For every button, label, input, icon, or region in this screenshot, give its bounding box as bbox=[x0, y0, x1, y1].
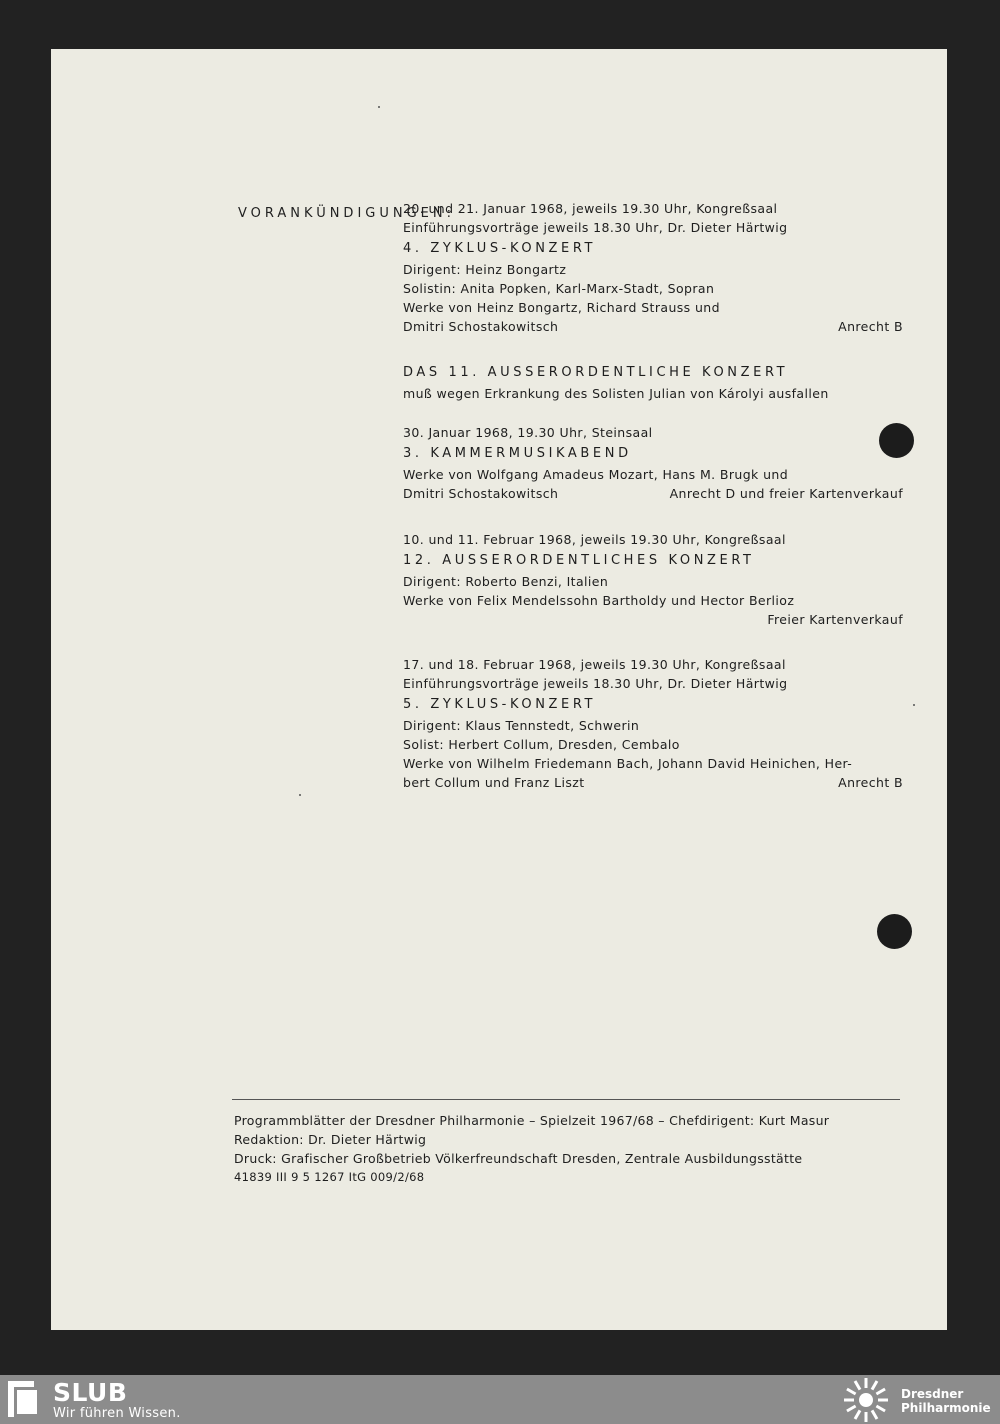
philharmonie-name-line2: Philharmonie bbox=[901, 1401, 991, 1415]
ticket-info: Anrecht B bbox=[838, 775, 903, 790]
imprint-number: 41839 III 9 5 1267 ItG 009/2/68 bbox=[234, 1170, 425, 1184]
concert-works: Werke von Heinz Bongartz, Richard Strauss und bbox=[403, 300, 720, 315]
concert-soloist: Solistin: Anita Popken, Karl-Marx-Stadt, Sopran bbox=[403, 281, 715, 296]
concert-conductor: Dirigent: Heinz Bongartz bbox=[403, 262, 567, 277]
paper-speck bbox=[913, 704, 915, 706]
concert-works: Werke von Wilhelm Friedemann Bach, Johann David Heinichen, Her- bbox=[403, 756, 853, 771]
concert-title: 5. ZYKLUS-KONZERT bbox=[403, 697, 597, 712]
imprint-footer bbox=[234, 1111, 900, 1187]
announcement-zyklus-5 bbox=[403, 655, 903, 792]
document-page bbox=[51, 49, 947, 1330]
ticket-info: Freier Kartenverkauf bbox=[767, 612, 903, 627]
announcement-cancelled bbox=[403, 361, 903, 403]
announcement-kammermusik bbox=[403, 423, 903, 503]
punch-hole bbox=[879, 423, 914, 458]
footer-divider bbox=[232, 1099, 900, 1100]
concert-intro: Einführungsvorträge jeweils 18.30 Uhr, Dr. Dieter Härtwig bbox=[403, 220, 788, 235]
paper-speck bbox=[378, 106, 380, 108]
concert-works: Werke von Wolfgang Amadeus Mozart, Hans M. Brugk und bbox=[403, 467, 789, 482]
slub-brand-name[interactable]: SLUB bbox=[53, 1378, 128, 1407]
concert-date: 10. und 11. Februar 1968, jeweils 19.30 Uhr, Kongreßsaal bbox=[403, 532, 786, 547]
paper-speck bbox=[299, 794, 301, 796]
concert-conductor: Dirigent: Roberto Benzi, Italien bbox=[403, 574, 609, 589]
announcement-ausserordentlich-12 bbox=[403, 530, 903, 627]
concert-date: 30. Januar 1968, 19.30 Uhr, Steinsaal bbox=[403, 425, 653, 440]
concert-title: 4. ZYKLUS-KONZERT bbox=[403, 241, 597, 256]
concert-works-cont bbox=[403, 773, 903, 792]
concert-works-text: Dmitri Schostakowitsch bbox=[403, 486, 559, 501]
concert-date: 20. und 21. Januar 1968, jeweils 19.30 Uhr, Kongreßsaal bbox=[403, 201, 778, 216]
page-heading: VORANKÜNDIGUNGEN: bbox=[238, 206, 455, 221]
announcement-zyklus-4 bbox=[403, 199, 903, 336]
concert-works: Werke von Felix Mendelssohn Bartholdy und Hector Berlioz bbox=[403, 593, 795, 608]
imprint-series: Programmblätter der Dresdner Philharmonie – Spielzeit 1967/68 – Chefdirigent: Kurt Masur bbox=[234, 1113, 830, 1128]
concert-conductor: Dirigent: Klaus Tennstedt, Schwerin bbox=[403, 718, 640, 733]
concert-works-cont bbox=[403, 317, 903, 336]
punch-hole bbox=[877, 914, 912, 949]
imprint-editor: Redaktion: Dr. Dieter Härtwig bbox=[234, 1132, 427, 1147]
concert-works-text: Dmitri Schostakowitsch bbox=[403, 319, 559, 334]
concert-works-text: bert Collum und Franz Liszt bbox=[403, 775, 585, 790]
concert-soloist: Solist: Herbert Collum, Dresden, Cembalo bbox=[403, 737, 680, 752]
imprint-printer: Druck: Grafischer Großbetrieb Völkerfreundschaft Dresden, Zentrale Ausbildungsstätte bbox=[234, 1151, 803, 1166]
concert-title: 3. KAMMERMUSIKABEND bbox=[403, 446, 632, 461]
philharmonie-brand-name[interactable] bbox=[901, 1387, 996, 1415]
concert-intro: Einführungsvorträge jeweils 18.30 Uhr, Dr. Dieter Härtwig bbox=[403, 676, 788, 691]
slub-tagline: Wir führen Wissen. bbox=[53, 1406, 181, 1421]
philharmonie-logo-icon[interactable] bbox=[843, 1377, 889, 1423]
ticket-info: Anrecht D und freier Kartenverkauf bbox=[669, 486, 903, 501]
concert-date: 17. und 18. Februar 1968, jeweils 19.30 Uhr, Kongreßsaal bbox=[403, 657, 786, 672]
concert-title: DAS 11. AUSSERORDENTLICHE KONZERT bbox=[403, 365, 789, 380]
philharmonie-name-line1: Dresdner bbox=[901, 1387, 964, 1401]
slub-logo-icon[interactable] bbox=[8, 1381, 40, 1417]
concert-note: muß wegen Erkrankung des Solisten Julian von Károlyi ausfallen bbox=[403, 386, 829, 401]
ticket-info: Anrecht B bbox=[838, 319, 903, 334]
concert-title: 12. AUSSERORDENTLICHES KONZERT bbox=[403, 553, 755, 568]
concert-works-cont bbox=[403, 484, 903, 503]
